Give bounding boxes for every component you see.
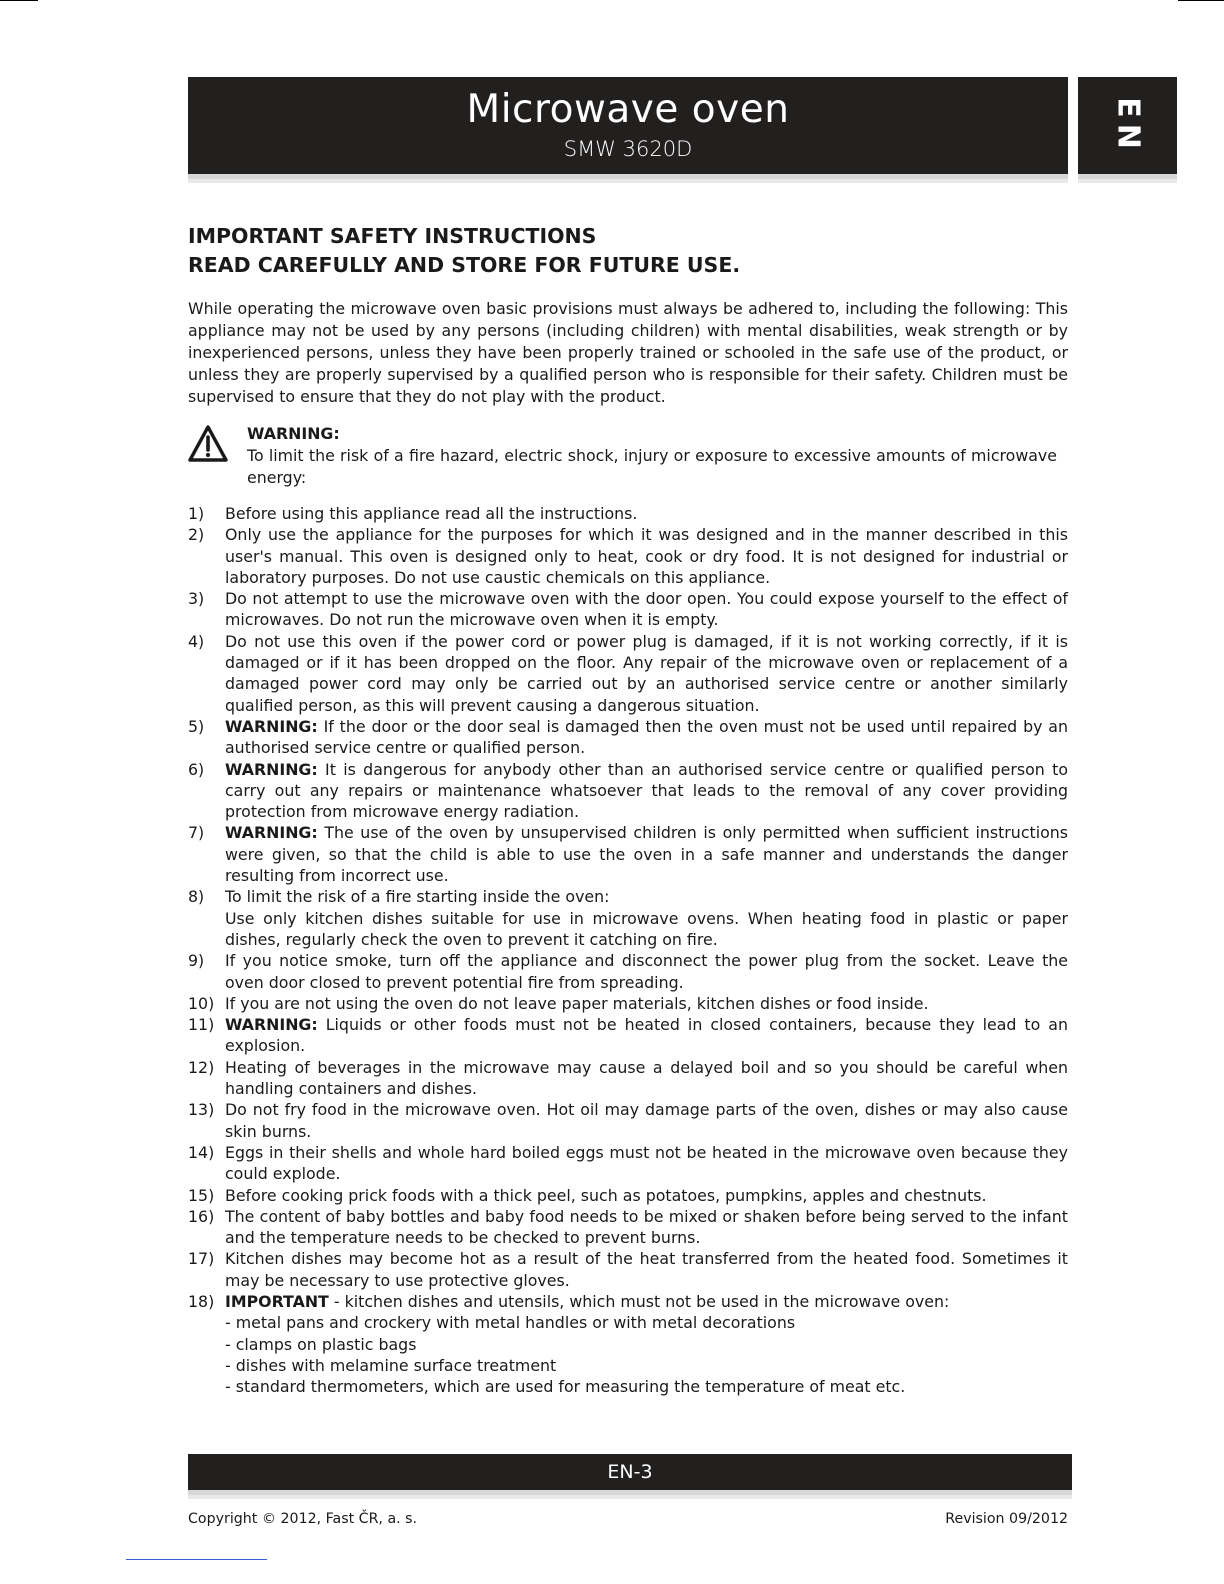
item-text: The use of the oven by unsupervised children is only permitted when sufficient instructions were given, so that the child is able to use the oven in a safe manner and understands the danger resulting from incorrect use. bbox=[225, 823, 1068, 886]
item-text: Heating of beverages in the microwave may cause a delayed boil and so you should be careful when handling containers and dishes. bbox=[225, 1057, 1068, 1099]
item-text: Before cooking prick foods with a thick peel, such as potatoes, pumpkins, apples and chestnuts. bbox=[225, 1185, 987, 1205]
item-number: 10) bbox=[188, 993, 215, 1013]
list-item bbox=[188, 1185, 1068, 1206]
item-subtext: Use only kitchen dishes suitable for use in microwave ovens. When heating food in plastic or paper dishes, regularly check the oven to prevent it catching on fire. bbox=[225, 908, 1068, 949]
item-text: Do not fry food in the microwave oven. Hot oil may damage parts of the oven, dishes or may also cause skin burns. bbox=[225, 1100, 1068, 1141]
item-number: 12) bbox=[188, 1057, 215, 1077]
item-number: 9) bbox=[188, 951, 205, 971]
item-number: 7) bbox=[188, 823, 205, 843]
item-number: 13) bbox=[188, 1100, 215, 1120]
item-text: Eggs in their shells and whole hard boiled eggs must not be heated in the microwave oven because they could explode. bbox=[225, 1142, 1068, 1184]
title-banner bbox=[188, 77, 1068, 174]
item-number: 14) bbox=[188, 1142, 215, 1162]
page-number-bar bbox=[188, 1454, 1072, 1490]
list-item bbox=[188, 950, 1068, 993]
intro-paragraph: While operating the microwave oven basic provisions must always be adhered to, including the following: This appliance may not be used by any persons (including children) with mental disabilities, weak strength or by inexperienced persons, unless they have been properly trained or schooled in the safe use of the product, or unless they are properly supervised by a qualified person who is responsible for their safety. Children must be supervised to ensure that they do not play with the product. bbox=[188, 299, 1068, 406]
item-number: 4) bbox=[188, 631, 205, 651]
item-keyword: WARNING: bbox=[225, 716, 318, 736]
item-subtext: - dishes with melamine surface treatment bbox=[225, 1355, 557, 1375]
list-item bbox=[188, 759, 1068, 823]
item-number: 17) bbox=[188, 1249, 215, 1269]
warning-text: To limit the risk of a fire hazard, electric shock, injury or exposure to excessive amounts of microwave energy: bbox=[247, 446, 1057, 487]
item-text: - kitchen dishes and utensils, which must not be used in the microwave oven: bbox=[328, 1291, 950, 1311]
list-item bbox=[188, 1248, 1068, 1291]
item-number: 3) bbox=[188, 589, 205, 609]
item-number: 8) bbox=[188, 887, 205, 907]
item-keyword: IMPORTANT bbox=[225, 1291, 329, 1311]
list-item bbox=[188, 1099, 1068, 1142]
item-text: It is dangerous for anybody other than an authorised service centre or qualified person to carry out any repairs or maintenance whatsoever that leads to the removal of any cover providing protection from microwave energy radiation. bbox=[225, 759, 1068, 822]
item-text: If the door or the door seal is damaged then the oven must not be used until repaired by an authorised service centre or qualified person. bbox=[225, 716, 1068, 758]
warning-title: WARNING: bbox=[247, 424, 340, 443]
language-tab bbox=[1078, 77, 1177, 174]
copyright-text: Copyright © 2012, Fast ČR, a. s. bbox=[188, 1511, 418, 1527]
item-text: If you notice smoke, turn off the appliance and disconnect the power plug from the socket. Leave the oven door closed to prevent potential fire from spreading. bbox=[225, 951, 1068, 992]
safety-instructions-list bbox=[188, 503, 1068, 1397]
list-item bbox=[188, 993, 1068, 1014]
item-text: Do not use this oven if the power cord or power plug is damaged, if it is not working correctly, if it is damaged or if it has been dropped on the floor. Any repair of the microwave oven or replacement of a damaged power cord may only be carried out by an authorised service centre or another similarly qualified person, as this will prevent causing a dangerous situation. bbox=[225, 631, 1068, 715]
item-text: The content of baby bottles and baby food needs to be mixed or shaken before being served to the infant and the temperature needs to be checked to prevent burns. bbox=[225, 1206, 1068, 1248]
page-number: EN-3 bbox=[607, 1461, 653, 1483]
list-item bbox=[188, 1014, 1068, 1057]
item-text: Kitchen dishes may become hot as a result of the heat transferred from the heated food. Sometimes it may be necessary to use protective gloves. bbox=[225, 1249, 1068, 1290]
item-text: If you are not using the oven do not leave paper materials, kitchen dishes or food inside. bbox=[225, 993, 929, 1013]
item-keyword: WARNING: bbox=[225, 1015, 318, 1035]
model-number: SMW 3620D bbox=[563, 137, 693, 161]
list-item bbox=[188, 716, 1068, 759]
crop-mark-left bbox=[0, 0, 38, 1]
language-tab-label: EN bbox=[1110, 96, 1145, 155]
item-keyword: WARNING: bbox=[225, 823, 318, 843]
list-item bbox=[188, 503, 1068, 524]
safety-heading bbox=[188, 222, 1068, 280]
document-title: Microwave oven bbox=[466, 87, 790, 132]
list-item bbox=[188, 524, 1068, 588]
item-text: To limit the risk of a fire starting inside the oven: bbox=[225, 887, 610, 907]
list-item bbox=[188, 1206, 1068, 1249]
item-subtext: - standard thermometers, which are used for measuring the temperature of meat etc. bbox=[225, 1377, 906, 1397]
safety-heading-line-1: IMPORTANT SAFETY INSTRUCTIONS bbox=[188, 224, 597, 248]
item-number: 2) bbox=[188, 525, 205, 545]
item-keyword: WARNING: bbox=[225, 759, 318, 779]
item-number: 16) bbox=[188, 1206, 215, 1226]
item-number: 15) bbox=[188, 1185, 215, 1205]
warning-triangle-icon bbox=[188, 425, 228, 463]
item-text: Do not attempt to use the microwave oven with the door open. You could expose yourself to the effect of microwaves. Do not run the microwave oven when it is empty. bbox=[225, 589, 1068, 630]
list-item bbox=[188, 1057, 1068, 1100]
item-number: 18) bbox=[188, 1291, 215, 1311]
list-item bbox=[188, 588, 1068, 631]
item-text: Liquids or other foods must not be heated in closed containers, because they lead to an explosion. bbox=[225, 1015, 1068, 1056]
item-text: Only use the appliance for the purposes for which it was designed and in the manner described in this user's manual. This oven is designed only to heat, cook or dry food. It is not designed for industrial or laboratory purposes. Do not use caustic chemicals on this appliance. bbox=[225, 525, 1068, 587]
item-subtext: - metal pans and crockery with metal handles or with metal decorations bbox=[225, 1313, 796, 1333]
item-text: Before using this appliance read all the instructions. bbox=[225, 504, 638, 523]
item-subtext: - clamps on plastic bags bbox=[225, 1334, 417, 1354]
revision-text: Revision 09/2012 bbox=[945, 1511, 1068, 1527]
item-number: 11) bbox=[188, 1015, 215, 1035]
item-number: 5) bbox=[188, 716, 205, 736]
safety-heading-line-2: READ CAREFULLY AND STORE FOR FUTURE USE. bbox=[188, 253, 741, 277]
list-item bbox=[188, 886, 1068, 950]
page-edge-link-line bbox=[126, 1559, 267, 1560]
crop-mark-right bbox=[1178, 0, 1224, 1]
list-item bbox=[188, 1291, 1068, 1397]
list-item bbox=[188, 1142, 1068, 1185]
item-number: 1) bbox=[188, 504, 205, 523]
list-item bbox=[188, 822, 1068, 886]
list-item bbox=[188, 631, 1068, 716]
item-number: 6) bbox=[188, 759, 205, 779]
